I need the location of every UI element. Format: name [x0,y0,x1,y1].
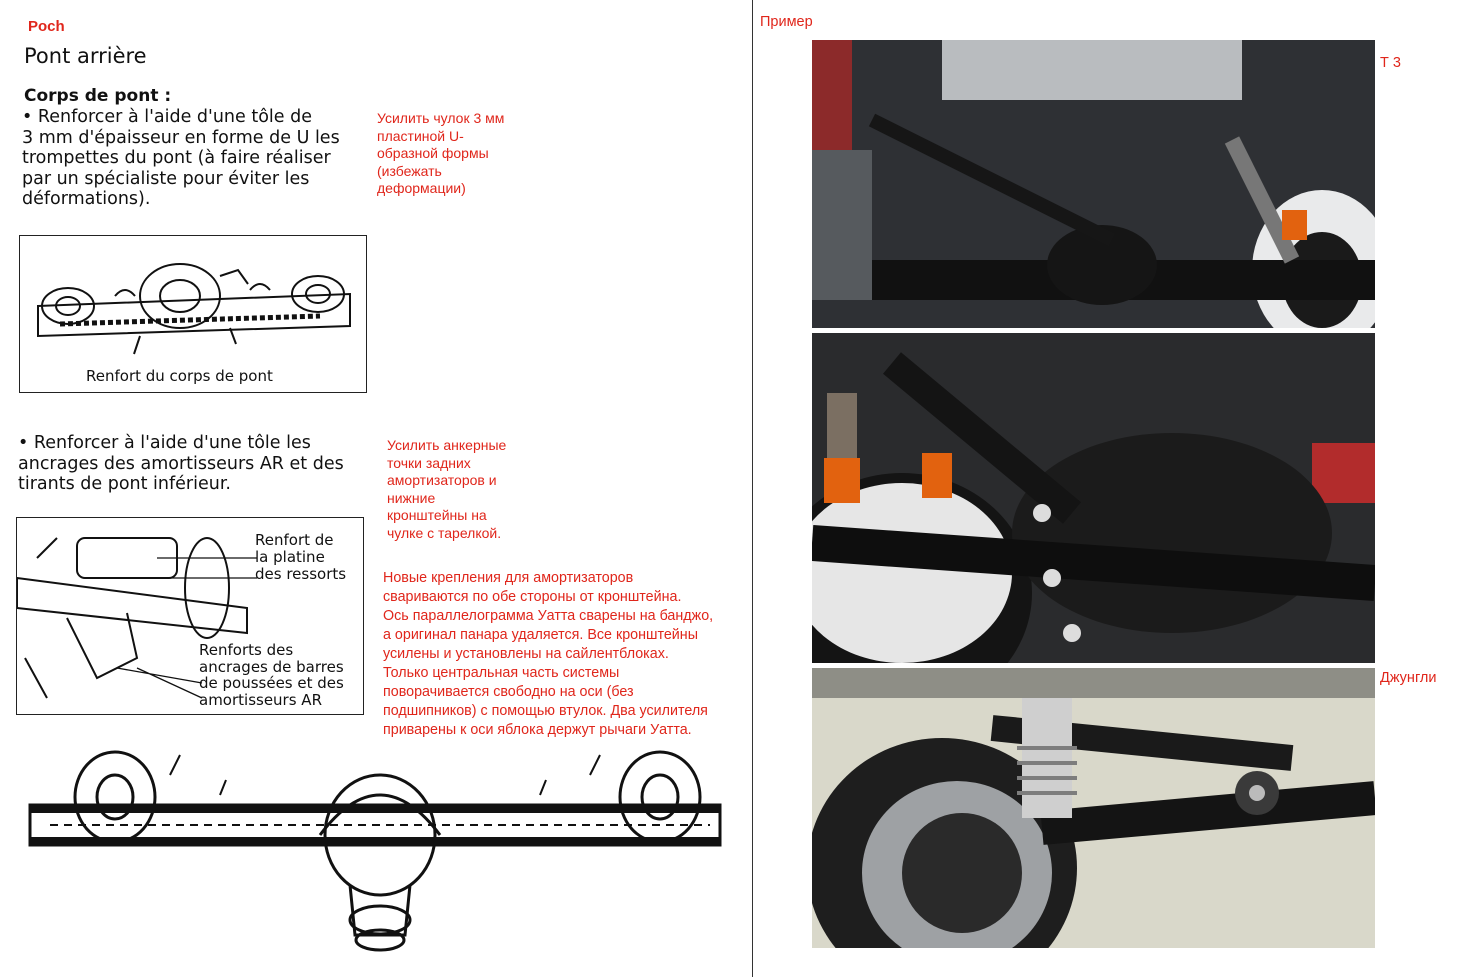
photo-axle-closeup-illustration [812,333,1375,663]
photo-t3-underside [812,40,1375,328]
note-3-line: усилены и установлены на сайлентблоках. [383,646,669,662]
page-title: Pont arrière [24,44,147,68]
note-3-line: Только центральная часть системы [383,665,620,681]
fig2-label-1-line: des ressorts [255,565,347,583]
figure-axle-sketch [20,735,730,960]
note-1-line: Усилить чулок 3 мм [377,110,505,126]
note-2-line: кронштейны на [387,507,487,523]
note-3-line: Ось параллелограмма Уатта сварены на банджо, [383,608,714,624]
note-2-line: амортизаторов и [387,472,497,488]
note-2-line: нижние [387,489,436,506]
note-1-line: пластиной U- [377,127,464,144]
note-1-line: образной формы [377,145,489,161]
note-3-line: Новые крепления для амортизаторов [383,570,634,586]
note-1-line: деформации) [377,180,466,196]
paragraph-1 [22,107,340,210]
note-3-line: свариваются по обе стороны от кронштейна. [383,589,682,605]
translation-note-2 [387,437,506,542]
paragraph-2-line: ancrages des amortisseurs AR et des [18,453,344,474]
paragraph-1-line: déformations). [22,189,151,209]
axle-sketch-drawing [20,735,730,960]
fig2-label-2-line: amortisseurs AR [199,690,322,709]
paragraph-1-line: trompettes du pont (à faire réaliser [22,148,331,168]
translation-note-1 [377,110,504,198]
note-3-line: поворачивается свободно на оси (без [383,684,634,700]
paragraph-2 [18,433,344,495]
photo-1-label: Т 3 [1380,55,1401,71]
photo-axle-closeup [812,333,1375,663]
figure-axle-housing [19,235,367,393]
paragraph-2-line: tirants de pont inférieur. [18,474,231,494]
fig2-label-1-line: Renfort de [255,531,334,549]
figure-2-label-2 [199,642,344,708]
photo-jungle-illustration [812,668,1375,948]
page-divider [752,0,753,977]
note-2-line: Усилить анкерные [387,437,507,453]
example-label: Пример [760,14,813,30]
figure-anchor-reinforcement [16,517,364,715]
note-3-line: а оригинал панара удаляется. Все кронштейны [383,627,698,643]
photo-t3-illustration [812,40,1375,328]
photo-jungle-suspension [812,668,1375,948]
note-3-line: приварены к оси яблока держут рычаги Уатта. [383,722,692,738]
note-3-line: подшипников) с помощью втулок. Два усилителя [383,703,708,719]
fig2-label-1-line: la platine [255,548,325,566]
fig2-label-2-line: Renforts des [199,641,294,659]
note-1-line: (избежать [377,162,442,179]
translation-note-3 [383,569,713,740]
paragraph-1-line: 3 mm d'épaisseur en forme de U les [22,127,340,148]
figure-2-label-1 [255,532,346,583]
brand-label: Poch [28,18,65,35]
section-heading: Corps de pont : [24,86,172,106]
paragraph-1-line: • Renforcer à l'aide d'une tôle de [22,107,312,127]
fig2-label-2-line: de poussées et des [199,674,344,692]
photo-3-label: Джунгли [1380,670,1437,686]
fig2-label-2-line: ancrages de barres [199,657,344,676]
figure-1-caption: Renfort du corps de pont [86,367,273,385]
paragraph-1-line: par un spécialiste pour éviter les [22,168,310,189]
note-2-line: чулке с тарелкой. [387,524,502,541]
paragraph-2-line: • Renforcer à l'aide d'une tôle les [18,433,311,453]
note-2-line: точки задних [387,454,471,471]
